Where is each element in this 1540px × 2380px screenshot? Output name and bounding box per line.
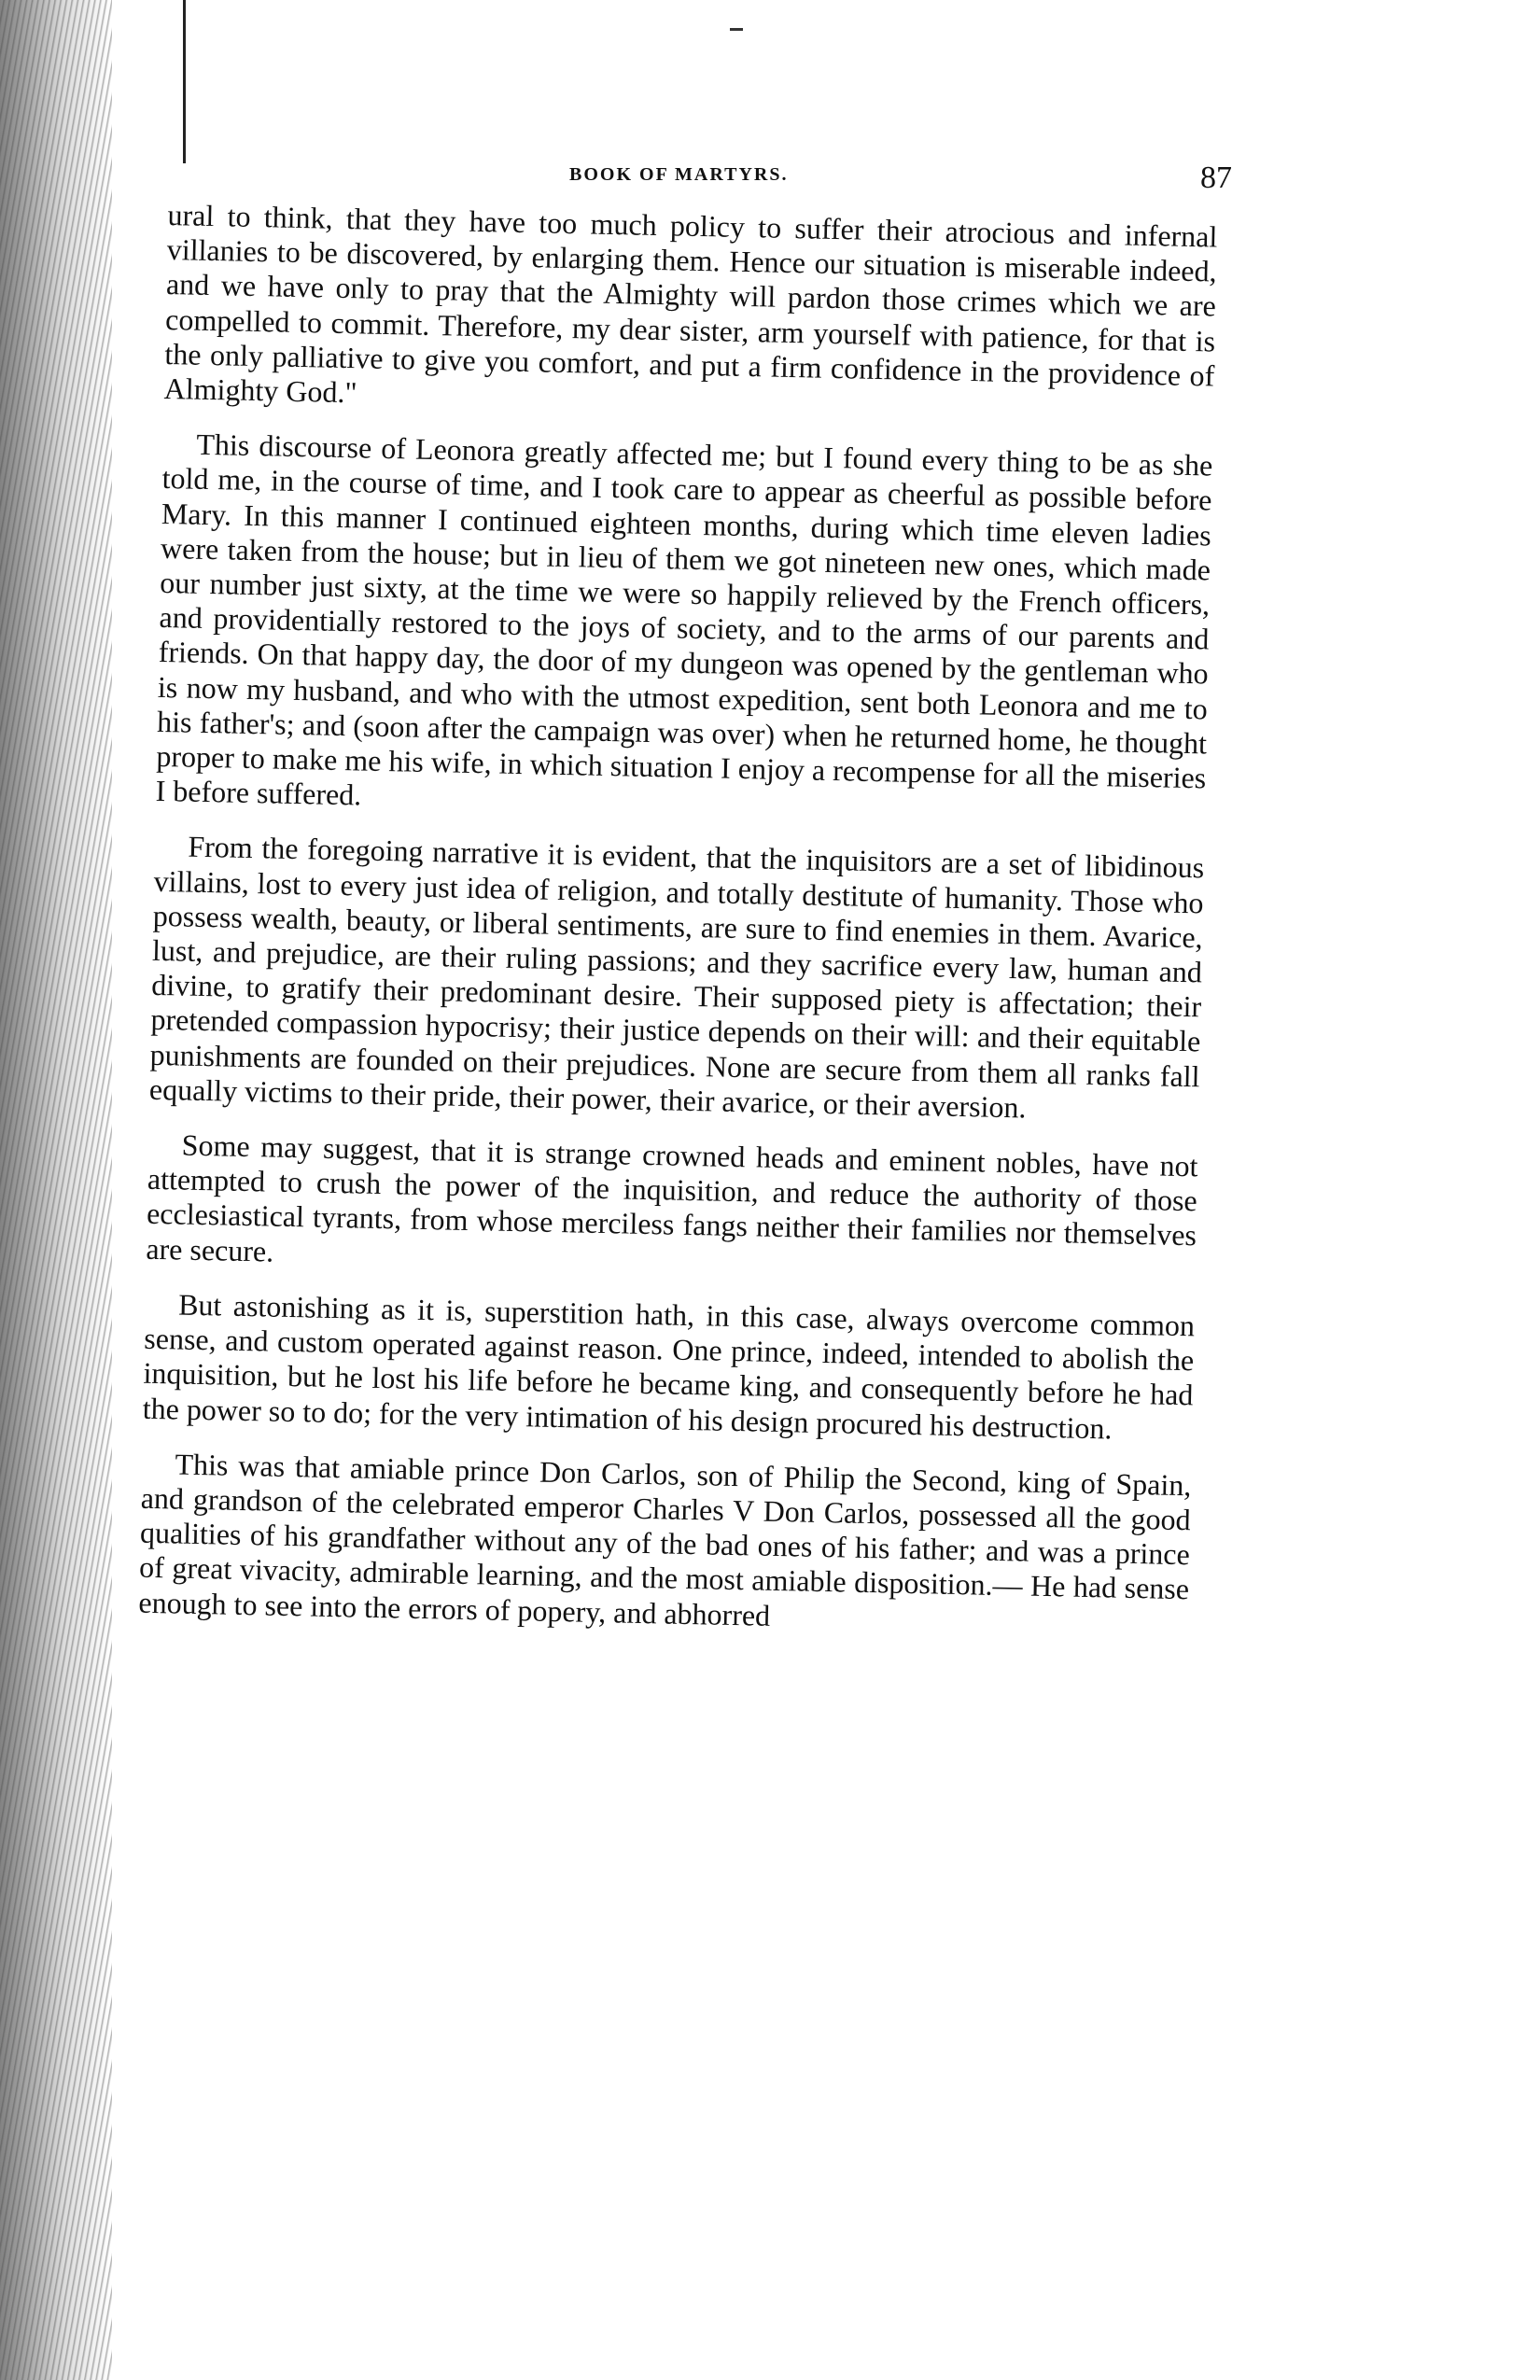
paragraph: Some may suggest, that it is strange crowned heads and eminent nobles, have not attempted to crush the power of the inquisition, and reduce the authority of those ecclesiastical tyrants, from whose merciless fangs neither their families nor themselves are secure. xyxy=(146,1127,1198,1268)
paragraph: ural to think, that they have too much policy to suffer their atrocious and infernal villanies to be discovered, by enlarging them. Hence our situation is miserable indeed, and we have only to pray that the Almighty will pardon those crimes which we are compelled to commit. Therefore, my dear sister, arm yourself with patience, for that is the only palliative to give you comfort, and put a firm confidence in the providence of Almighty God." xyxy=(163,198,1218,410)
paragraph: From the foregoing narrative it is evident, that the inquisitors are a set of libidinous villains, lost to every just idea of religion, and totally destitute of humanity. Those who possess wealth, beauty, or liberal sentiments, are sure to find enemies in them. Avarice, lust, and prejudice, are their ruling passions; and they sacrifice every law, human and divine, to gratify their predominant desire. Their supposed piety is affectation; their pretended compassion hypocrisy; their justice depends on their will: and their equitable punishments are founded on their prejudices. None are secure from them all ranks fall equally victims to their pride, their power, their avarice, or their aversion. xyxy=(148,830,1205,1125)
paragraph: But astonishing as it is, superstition hath, in this case, always overcome common sense, and custom operated against reason. One prince, indeed, intended to abolish the inquisition, but he lost his life before he became king, and consequently before he had the power so to do; for the very intimation of his design procured his destruction. xyxy=(142,1287,1196,1445)
running-head: BOOK OF MARTYRS. xyxy=(569,164,789,185)
scan-gutter-shadow xyxy=(0,0,112,2380)
scan-mark xyxy=(730,28,743,31)
page-number: 87 xyxy=(1200,161,1232,195)
page-header xyxy=(177,159,1232,205)
body-text xyxy=(138,198,1218,1662)
paragraph: This discourse of Leonora greatly affected me; but I found every thing to be as she told me, in the course of time, and I took care to appear as cheerful as possible before Mary. In this manner I continued eighteen months, during which time eleven ladies were taken from the house; but in lieu of them we got nineteen new ones, which made our number just sixty, at the time we were so happily relieved by the French officers, and providentially restored to the joys of society, and to the arms of our parents and friends. On that happy day, the door of my dungeon was opened by the gentleman who is now my husband, and who with the utmost expedition, sent both Leonora and me to his father's; and (soon after the campaign was over) when he returned home, he thought proper to make me his wife, in which situation I enjoy a recompense for all the miseries I before suffered. xyxy=(155,427,1213,812)
paragraph: This was that amiable prince Don Carlos, son of Philip the Second, king of Spain, and grandson of the celebrated emperor Charles V Don Carlos, possessed all the good qualities of his grandfather without any of the bad ones of his father; and was a prince of great vivacity, admirable learning, and the most amiable disposition.— He had sense enough to see into the errors of popery, and abhorred xyxy=(138,1447,1192,1632)
binding-mark xyxy=(183,0,186,163)
